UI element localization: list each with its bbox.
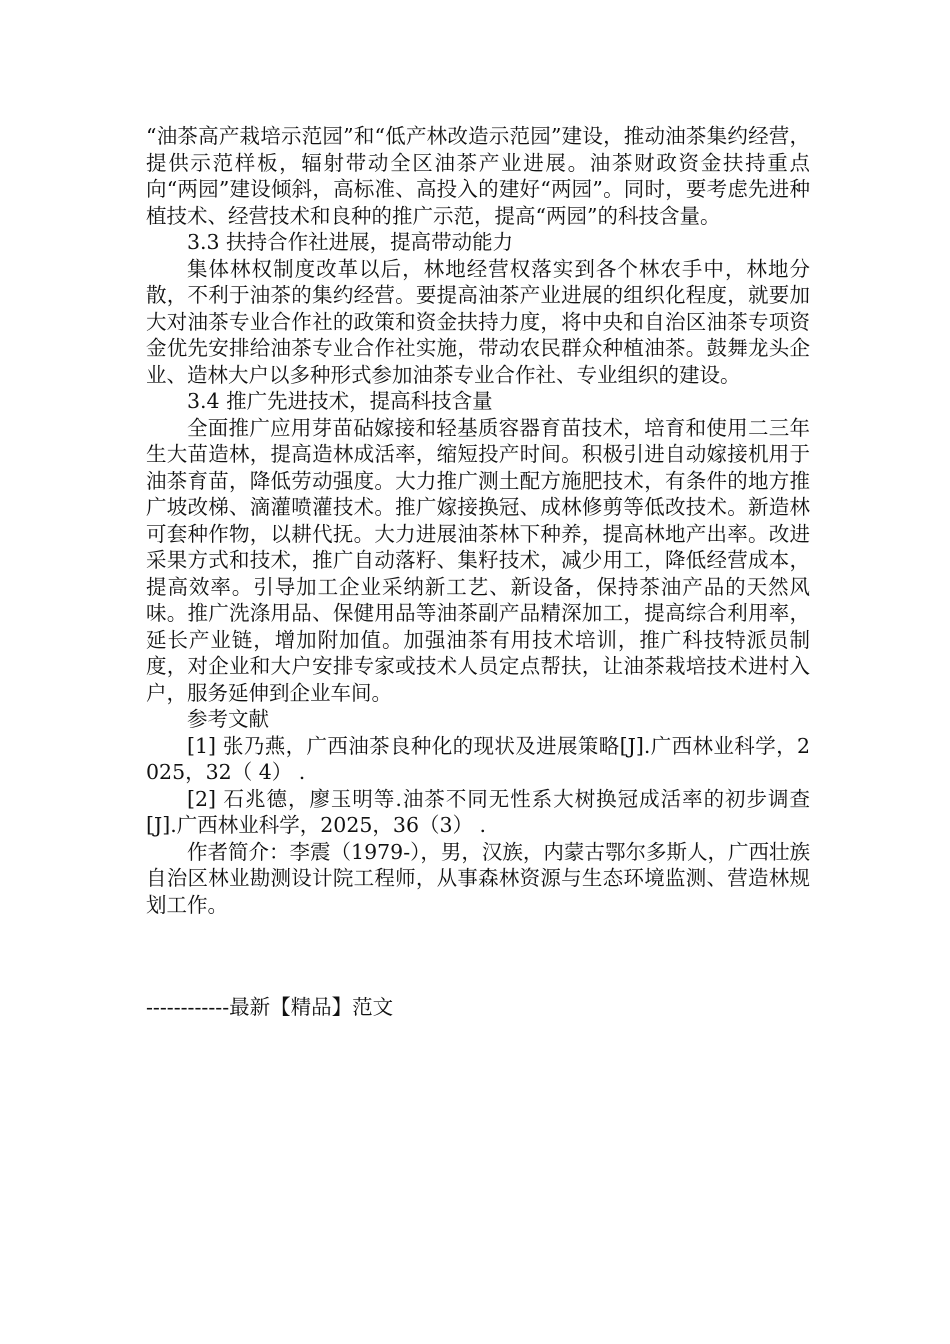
paragraph-technology: 全面推广应用芽苗砧嫁接和轻基质容器育苗技术，培育和使用二三年生大苗造林，提高造林成活率，缩短投产时间。积极引进自动嫁接机用于油茶育苗，降低劳动强度。大力推广测土配方施肥技术，有条件的地方推广坡改梯、滴灌喷灌技术。推广嫁接换冠、成林修剪等低改技术。新造林可套种作物，以耕代抚。大力进展油茶林下种养，提高林地产出率。改进采果方式和技术，推广自动落籽、集籽技术，减少用工，降低经营成本，提高效率。引导加工企业采纳新工艺、新设备，保持茶油产品的天然风味。推广洗涤用品、保健用品等油茶副产品精深加工，提高综合利用率，延长产业链，增加附加值。加强油茶有用技术培训，推广科技特派员制度，对企业和大户安排专家或技术人员定点帮扶，让油茶栽培技术进村入户，服务延伸到企业车间。: [146, 415, 810, 705]
references-heading: 参考文献: [187, 707, 269, 731]
reference-item-2: [2] 石兆德，廖玉明等.油茶不同无性系大树换冠成活率的初步调查[J].广西林业科学，2025，36（3） .: [146, 786, 810, 837]
section-heading-3-3: 3.3 扶持合作社进展，提高带动能力: [187, 230, 514, 254]
page-footer: ------------最新【精品】范文: [146, 995, 394, 1019]
reference-item-1: [1] 张乃燕，广西油茶良种化的现状及进展策略[J].广西林业科学，2025，32（ 4） .: [146, 733, 810, 784]
paragraph-two-gardens: “油茶高产栽培示范园”和“低产林改造示范园”建设，推动油茶集约经营，提供示范样板，辐射带动全区油茶产业进展。油茶财政资金扶持重点向“两园”建设倾斜，高标准、高投入的建好“两园”。同时，要考虑先进种植技术、经营技术和良种的推广示范，提高“两园”的科技含量。: [146, 124, 810, 228]
paragraph-cooperatives: 集体林权制度改革以后，林地经营权落实到各个林农手中，林地分散，不利于油茶的集约经营。要提高油茶产业进展的组织化程度，就要加大对油茶专业合作社的政策和资金扶持力度，将中央和自治区油茶专项资金优先安排给油茶专业合作社实施，带动农民群众种植油茶。鼓舞龙头企业、造林大户以多种形式参加油茶专业合作社、专业组织的建设。: [146, 256, 810, 387]
author-bio: 作者简介：李震（1979-），男，汉族，内蒙古鄂尔多斯人，广西壮族自治区林业勘测设计院工程师，从事森林资源与生态环境监测、营造林规划工作。: [146, 839, 810, 917]
document-body: [146, 123, 810, 918]
section-heading-3-4: 3.4 推广先进技术，提高科技含量: [187, 389, 493, 413]
